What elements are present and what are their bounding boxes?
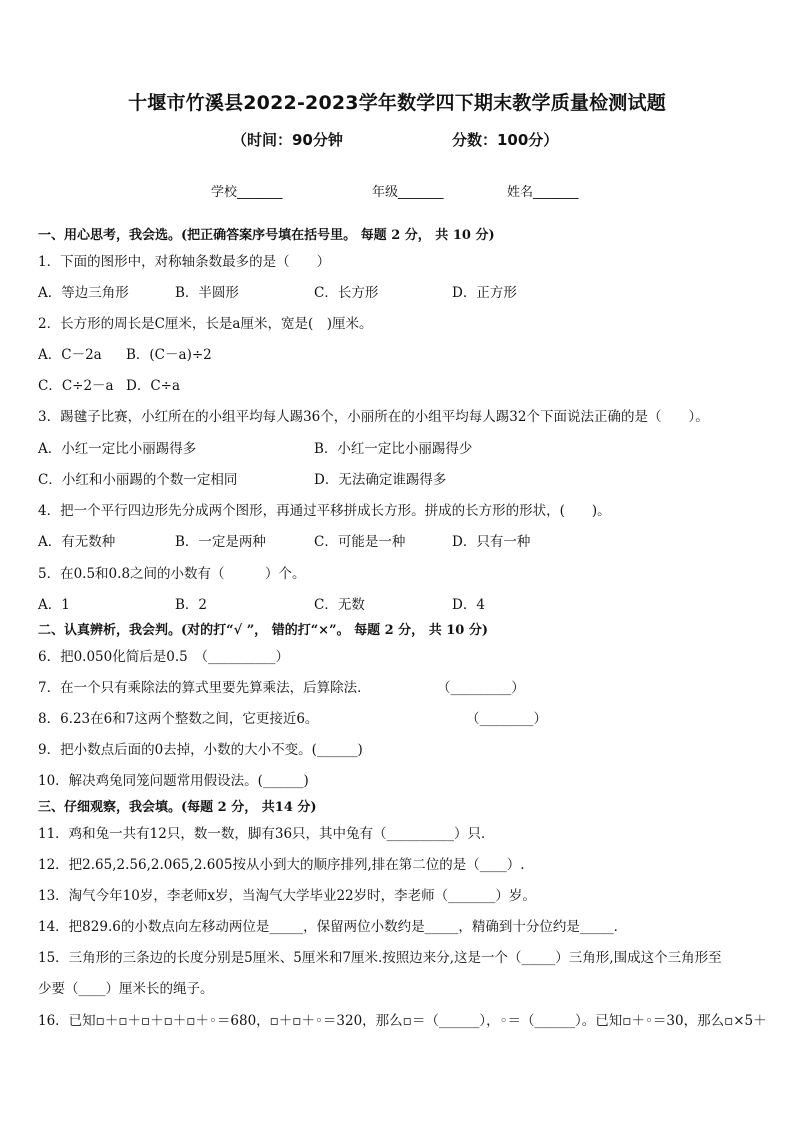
question-12: 12．把2.65,2.56,2.065,2.605按从小到大的顺序排列,排在第二位的是（____）.: [38, 857, 525, 873]
question-5: 5．在0.5和0.8之间的小数有（ ）个。: [38, 566, 306, 582]
question-3: 3．踢毽子比赛，小红所在的小组平均每人踢36个，小丽所在的小组平均每人踢32个下面说法正确的是（ ）。: [38, 409, 709, 425]
question-7-blank: （_________）: [437, 680, 525, 696]
q2-option-d: D．C÷a: [126, 378, 181, 394]
question-16: 16．已知▫＋▫＋▫＋▫＋▫＋◦＝680，▫＋▫＋◦＝320，那么▫＝（______），◦＝（______）。已知▫＋◦＝30，那么▫×5＋: [38, 1013, 767, 1029]
question-7: 7．在一个只有乘除法的算式里要先算乘法，后算除法．: [38, 680, 371, 696]
q5-option-d: D．4: [452, 597, 485, 613]
question-8-blank: （________）: [466, 711, 547, 727]
question-11: 11．鸡和兔一共有12只，数一数，脚有36只，其中兔有（__________）只．: [38, 826, 495, 842]
q4-option-c: C．可能是一种: [314, 534, 406, 550]
q2-option-a: A．C－2a: [38, 347, 102, 363]
q3-option-c: C．小红和小丽踢的个数一定相同: [38, 472, 238, 488]
q5-option-c: C．无数: [314, 597, 365, 613]
name-field: 姓名_______: [507, 185, 579, 200]
section2-heading: 二、认真辨析，我会判。(对的打“√ ”， 错的打“×”。 每题 2 分， 共 10 分): [38, 623, 488, 638]
question-4: 4．把一个平行四边形先分成两个图形，再通过平移拼成长方形。拼成的长方形的形状，( )。: [38, 503, 611, 519]
question-1: 1．下面的图形中，对称轴条数最多的是（ ）: [38, 254, 331, 270]
question-8: 8．6.23在6和7这两个整数之间，它更接近6。: [38, 711, 319, 727]
question-2: 2．长方形的周长是C厘米，长是a厘米，宽是( )厘米。: [38, 316, 373, 332]
section1-heading: 一、用心思考，我会选。(把正确答案序号填在括号里。 每题 2 分， 共 10 分): [38, 228, 495, 243]
question-9: 9．把小数点后面的0去掉，小数的大小不变。(______): [38, 742, 363, 758]
q1-option-c: C．长方形: [314, 285, 379, 301]
question-6: 6．把0.050化简后是0.5 （__________）: [38, 649, 289, 665]
section3-heading: 三、仔细观察，我会填。(每题 2 分， 共14 分): [38, 800, 317, 815]
question-15-line2: 少要（____）厘米长的绳子。: [38, 981, 214, 997]
question-15-line1: 15．三角形的三条边的长度分别是5厘米、5厘米和7厘米.按照边来分,这是一个（_____）三角形,围成这个三角形至: [38, 950, 722, 966]
q5-option-b: B．2: [175, 597, 208, 613]
q4-option-b: B．一定是两种: [175, 534, 266, 550]
q3-option-d: D．无法确定谁踢得多: [314, 472, 447, 488]
question-10: 10．解决鸡兔同笼问题常用假设法。(______): [38, 773, 309, 789]
q4-option-d: D．只有一种: [452, 534, 531, 550]
q2-option-b: B．(C－a)÷2: [126, 347, 212, 363]
q5-option-a: A．1: [38, 597, 70, 613]
q1-option-a: A．等边三角形: [38, 285, 129, 301]
q2-option-c: C．C÷2－a: [38, 378, 114, 394]
q1-option-d: D．正方形: [452, 285, 517, 301]
q3-option-b: B．小红一定比小丽踢得少: [314, 441, 473, 457]
page-title: 十堰市竹溪县2022-2023学年数学四下期末教学质量检测试题: [128, 92, 666, 114]
grade-field: 年级_______: [372, 185, 444, 200]
q4-option-a: A．有无数种: [38, 534, 116, 550]
time-limit: （时间：90分钟: [232, 131, 343, 149]
question-13: 13．淘气今年10岁，李老师x岁，当淘气大学毕业22岁时，李老师（_______）岁。: [38, 888, 536, 904]
q3-option-a: A．小红一定比小丽踢得多: [38, 441, 197, 457]
school-field: 学校_______: [211, 185, 283, 200]
question-14: 14．把829.6的小数点向左移动两位是_____，保留两位小数约是_____，精确到十分位约是_____．: [38, 919, 628, 935]
q1-option-b: B．半圆形: [175, 285, 239, 301]
total-score: 分数：100分）: [452, 131, 559, 149]
